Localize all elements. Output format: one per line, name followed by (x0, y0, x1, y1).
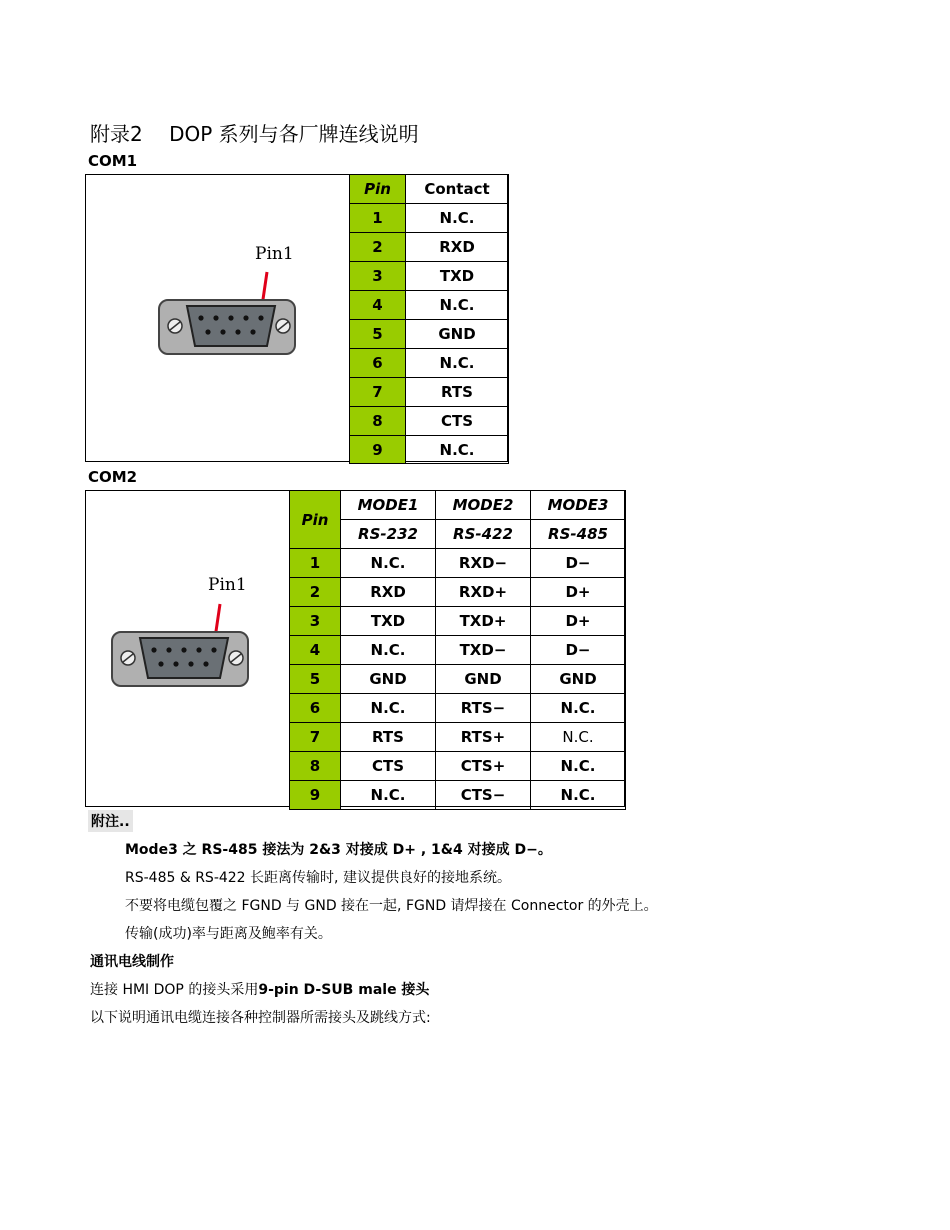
pin-contact: N.C. (406, 291, 509, 320)
mode1-value: RXD (341, 578, 436, 607)
mode2-value: RTS+ (436, 723, 531, 752)
mode3-value: N.C. (531, 723, 626, 752)
com1-header-pin: Pin (350, 175, 406, 204)
pin-number: 2 (290, 578, 341, 607)
note-text: 不要将电缆包覆之 FGND 与 GND 接在一起, FGND 请焊接在 Connector 的外壳上。 (125, 898, 658, 914)
table-row (350, 378, 509, 407)
table-row (350, 233, 509, 262)
mode2-value: GND (436, 665, 531, 694)
note-item (88, 895, 658, 915)
pin-number: 6 (350, 349, 406, 378)
com2-connector-icon (108, 600, 253, 692)
pin-number: 9 (290, 781, 341, 810)
pin-number: 6 (290, 694, 341, 723)
com2-pin1-label: Pin1 (208, 575, 247, 595)
pin-number: 2 (350, 233, 406, 262)
mode1-value: TXD (341, 607, 436, 636)
table-row (350, 262, 509, 291)
com2-header-mode2: MODE2 (436, 491, 531, 520)
com2-header-rs485: RS-485 (531, 520, 626, 549)
pin-number: 7 (350, 378, 406, 407)
com2-label: COM2 (88, 468, 138, 486)
table-row (290, 636, 626, 665)
table-row (290, 549, 626, 578)
mode1-value: GND (341, 665, 436, 694)
page-title: 附录2 DOP 系列与各厂牌连线说明 (90, 122, 419, 146)
table-row (350, 349, 509, 378)
table-row (350, 320, 509, 349)
note-item (88, 923, 332, 943)
mode1-value: N.C. (341, 781, 436, 810)
com1-header-contact: Contact (406, 175, 509, 204)
table-row (290, 578, 626, 607)
pin-contact: N.C. (406, 436, 509, 464)
cable-connector-line (90, 979, 429, 999)
com2-header-mode3: MODE3 (531, 491, 626, 520)
mode2-value: CTS+ (436, 752, 531, 781)
pin-number: 5 (350, 320, 406, 349)
cable-heading: 通讯电线制作 (90, 954, 174, 970)
mode3-value: N.C. (531, 781, 626, 810)
table-row (290, 752, 626, 781)
pin-number: 3 (290, 607, 341, 636)
pin-contact: N.C. (406, 349, 509, 378)
mode3-value: D− (531, 636, 626, 665)
pin-contact: RXD (406, 233, 509, 262)
table-row (290, 781, 626, 810)
table-row (290, 665, 626, 694)
mode1-value: RTS (341, 723, 436, 752)
com1-connector-icon (155, 268, 300, 360)
pin-number: 7 (290, 723, 341, 752)
pin-number: 4 (350, 291, 406, 320)
pin-contact: GND (406, 320, 509, 349)
com1-pin1-label: Pin1 (255, 244, 294, 264)
table-row (290, 607, 626, 636)
mode3-value: D− (531, 549, 626, 578)
notes-heading: 附注.. (88, 810, 133, 832)
mode3-value: D+ (531, 578, 626, 607)
mode1-value: N.C. (341, 549, 436, 578)
pin-contact: N.C. (406, 204, 509, 233)
cable-description: 以下说明通讯电缆连接各种控制器所需接头及跳线方式: (90, 1010, 431, 1026)
note-text: 传输(成功)率与距离及鲍率有关。 (125, 926, 332, 942)
mode2-value: RXD+ (436, 578, 531, 607)
mode3-value: N.C. (531, 752, 626, 781)
com1-pin-table (349, 174, 509, 464)
table-row (290, 723, 626, 752)
mode1-value: CTS (341, 752, 436, 781)
pin-number: 1 (290, 549, 341, 578)
mode3-value: D+ (531, 607, 626, 636)
table-row (350, 407, 509, 436)
pin-number: 5 (290, 665, 341, 694)
mode2-value: CTS− (436, 781, 531, 810)
mode2-value: TXD− (436, 636, 531, 665)
table-row (350, 291, 509, 320)
com2-header-rs232: RS-232 (341, 520, 436, 549)
note-item (88, 839, 552, 859)
pin-number: 9 (350, 436, 406, 464)
mode2-value: RTS− (436, 694, 531, 723)
cable-line-bold: 9-pin D-SUB male 接头 (258, 982, 430, 998)
mode1-value: N.C. (341, 636, 436, 665)
com2-header-mode1: MODE1 (341, 491, 436, 520)
com1-label: COM1 (88, 152, 138, 170)
mode1-value: N.C. (341, 694, 436, 723)
mode2-value: TXD+ (436, 607, 531, 636)
com2-pin-table (289, 490, 626, 810)
table-row (350, 204, 509, 233)
note-text: RS-485 & RS-422 长距离传输时, 建议提供良好的接地系统。 (125, 870, 511, 886)
pin-number: 3 (350, 262, 406, 291)
pin-contact: CTS (406, 407, 509, 436)
table-row (350, 436, 509, 464)
table-row (290, 694, 626, 723)
cable-line-prefix: 连接 HMI DOP 的接头采用 (90, 982, 259, 998)
mode3-value: GND (531, 665, 626, 694)
pin-contact: RTS (406, 378, 509, 407)
pin-number: 8 (350, 407, 406, 436)
com2-header-rs422: RS-422 (436, 520, 531, 549)
mode2-value: RXD− (436, 549, 531, 578)
note-item (88, 867, 511, 887)
pin-number: 1 (350, 204, 406, 233)
mode3-value: N.C. (531, 694, 626, 723)
com2-header-pin: Pin (290, 491, 341, 549)
note-text: Mode3 之 RS-485 接法为 2&3 对接成 D+ , 1&4 对接成 D−。 (125, 842, 552, 858)
pin-number: 4 (290, 636, 341, 665)
pin-number: 8 (290, 752, 341, 781)
pin-contact: TXD (406, 262, 509, 291)
